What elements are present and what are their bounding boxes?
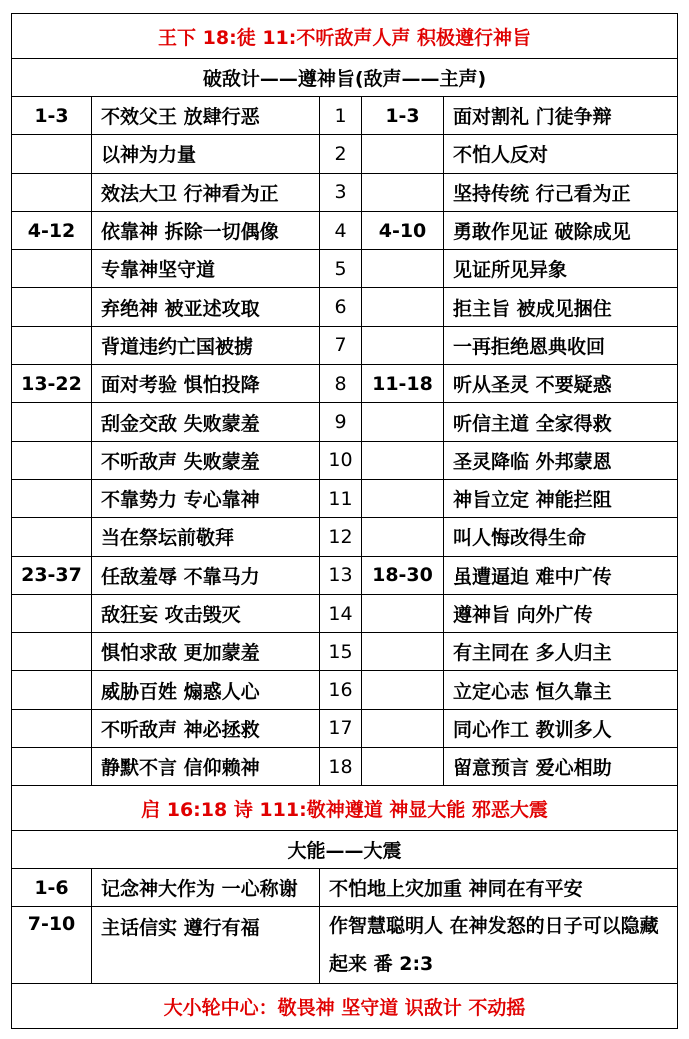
table-row — [12, 326, 678, 364]
left-point-cell: 任敌羞辱 不靠马力 — [92, 556, 320, 594]
left-ref-cell: 13-22 — [12, 365, 92, 403]
point-number-cell: 10 — [320, 441, 362, 479]
left-point-cell: 敌狂妄 攻击毁灭 — [92, 594, 320, 632]
left-point-cell: 威胁百姓 煽惑人心 — [92, 671, 320, 709]
table-row — [12, 479, 678, 517]
point-number-cell: 15 — [320, 633, 362, 671]
right-point-cell: 不怕地上灾加重 神同在有平安 — [320, 869, 678, 907]
table-row — [12, 173, 678, 211]
left-point-cell: 面对考验 惧怕投降 — [92, 365, 320, 403]
right-point-cell: 见证所见异象 — [444, 250, 678, 288]
table-row — [12, 518, 678, 556]
right-ref-cell — [362, 748, 444, 786]
table-row — [12, 135, 678, 173]
right-point-cell: 拒主旨 被成见捆住 — [444, 288, 678, 326]
right-point-cell: 一再拒绝恩典收回 — [444, 326, 678, 364]
point-number-cell: 16 — [320, 671, 362, 709]
right-point-cell: 遵神旨 向外广传 — [444, 594, 678, 632]
point-number-cell: 9 — [320, 403, 362, 441]
right-point-cell: 面对割礼 门徒争辩 — [444, 97, 678, 135]
right-ref-cell — [362, 326, 444, 364]
right-ref-cell: 4-10 — [362, 211, 444, 249]
right-point-cell: 作智慧聪明人 在神发怒的日子可以隐藏起来 番 2:3 — [320, 907, 678, 984]
point-number-cell: 1 — [320, 97, 362, 135]
table-row — [12, 671, 678, 709]
left-ref-cell — [12, 173, 92, 211]
table-row — [12, 869, 678, 907]
right-ref-cell — [362, 479, 444, 517]
footer-row — [12, 984, 678, 1029]
point-number-cell: 13 — [320, 556, 362, 594]
section2-subtitle-row — [12, 831, 678, 869]
table-row — [12, 250, 678, 288]
right-ref-cell: 1-3 — [362, 97, 444, 135]
right-ref-cell — [362, 671, 444, 709]
right-ref-cell — [362, 403, 444, 441]
left-ref-cell — [12, 633, 92, 671]
right-ref-cell — [362, 441, 444, 479]
left-ref-cell — [12, 671, 92, 709]
section2-title: 启 16:18 诗 111:敬神遵道 神显大能 邪恶大震 — [12, 786, 678, 831]
section1-title: 王下 18:徒 11:不听敌声人声 积极遵行神旨 — [12, 14, 678, 59]
point-number-cell: 6 — [320, 288, 362, 326]
left-point-cell: 当在祭坛前敬拜 — [92, 518, 320, 556]
table-row — [12, 211, 678, 249]
left-point-cell: 惧怕求敌 更加蒙羞 — [92, 633, 320, 671]
table-row — [12, 441, 678, 479]
left-point-cell: 效法大卫 行神看为正 — [92, 173, 320, 211]
left-point-cell: 专靠神坚守道 — [92, 250, 320, 288]
point-number-cell: 17 — [320, 709, 362, 747]
left-ref-cell — [12, 250, 92, 288]
point-number-cell: 12 — [320, 518, 362, 556]
outline-table — [11, 13, 678, 1029]
point-number-cell: 18 — [320, 748, 362, 786]
right-ref-cell — [362, 594, 444, 632]
left-point-cell: 主话信实 遵行有福 — [92, 907, 320, 984]
right-point-cell: 立定心志 恒久靠主 — [444, 671, 678, 709]
right-ref-cell — [362, 173, 444, 211]
section2-title-row — [12, 786, 678, 831]
point-number-cell: 5 — [320, 250, 362, 288]
right-point-cell: 圣灵降临 外邦蒙恩 — [444, 441, 678, 479]
right-ref-cell — [362, 633, 444, 671]
right-ref-cell — [362, 135, 444, 173]
footer-text: 大小轮中心：敬畏神 坚守道 识敌计 不动摇 — [12, 984, 678, 1029]
right-point-cell: 同心作工 教训多人 — [444, 709, 678, 747]
left-ref-cell — [12, 326, 92, 364]
left-ref-cell: 1-3 — [12, 97, 92, 135]
point-number-cell: 11 — [320, 479, 362, 517]
table-row — [12, 748, 678, 786]
left-ref-cell: 4-12 — [12, 211, 92, 249]
left-ref-cell — [12, 441, 92, 479]
left-ref-cell: 23-37 — [12, 556, 92, 594]
left-ref-cell — [12, 594, 92, 632]
right-point-cell: 坚持传统 行己看为正 — [444, 173, 678, 211]
left-point-cell: 弃绝神 被亚述攻取 — [92, 288, 320, 326]
point-number-cell: 4 — [320, 211, 362, 249]
right-point-cell: 不怕人反对 — [444, 135, 678, 173]
left-point-cell: 不听敌声 失败蒙羞 — [92, 441, 320, 479]
right-ref-cell: 18-30 — [362, 556, 444, 594]
left-ref-cell — [12, 479, 92, 517]
right-point-cell: 听从圣灵 不要疑惑 — [444, 365, 678, 403]
point-number-cell: 3 — [320, 173, 362, 211]
left-ref-cell — [12, 518, 92, 556]
table-row — [12, 709, 678, 747]
right-ref-cell — [362, 288, 444, 326]
table-row — [12, 365, 678, 403]
ref-cell: 7-10 — [12, 907, 92, 984]
left-ref-cell — [12, 135, 92, 173]
right-ref-cell: 11-18 — [362, 365, 444, 403]
left-point-cell: 不听敌声 神必拯救 — [92, 709, 320, 747]
right-point-cell: 虽遭逼迫 难中广传 — [444, 556, 678, 594]
right-ref-cell — [362, 518, 444, 556]
table-row — [12, 633, 678, 671]
table-row — [12, 594, 678, 632]
left-point-cell: 以神为力量 — [92, 135, 320, 173]
left-ref-cell — [12, 288, 92, 326]
left-ref-cell — [12, 748, 92, 786]
point-number-cell: 2 — [320, 135, 362, 173]
left-ref-cell — [12, 403, 92, 441]
left-point-cell: 不效父王 放肆行恶 — [92, 97, 320, 135]
point-number-cell: 7 — [320, 326, 362, 364]
section2-subtitle: 大能——大震 — [12, 831, 678, 869]
table-row — [12, 288, 678, 326]
ref-cell: 1-6 — [12, 869, 92, 907]
section1-subtitle: 破敌计——遵神旨(敌声——主声) — [12, 59, 678, 97]
right-point-cell: 神旨立定 神能拦阻 — [444, 479, 678, 517]
table-row — [12, 97, 678, 135]
left-point-cell: 背道违约亡国被掳 — [92, 326, 320, 364]
right-point-cell: 听信主道 全家得救 — [444, 403, 678, 441]
right-point-cell: 留意预言 爱心相助 — [444, 748, 678, 786]
left-ref-cell — [12, 709, 92, 747]
right-ref-cell — [362, 709, 444, 747]
right-point-cell: 叫人悔改得生命 — [444, 518, 678, 556]
right-point-cell: 勇敢作见证 破除成见 — [444, 211, 678, 249]
left-point-cell: 依靠神 拆除一切偶像 — [92, 211, 320, 249]
right-point-cell: 有主同在 多人归主 — [444, 633, 678, 671]
table-row — [12, 403, 678, 441]
left-point-cell: 刮金交敌 失败蒙羞 — [92, 403, 320, 441]
left-point-cell: 静默不言 信仰赖神 — [92, 748, 320, 786]
table-row — [12, 907, 678, 984]
right-ref-cell — [362, 250, 444, 288]
left-point-cell: 记念神大作为 一心称谢 — [92, 869, 320, 907]
table-row — [12, 556, 678, 594]
left-point-cell: 不靠势力 专心靠神 — [92, 479, 320, 517]
point-number-cell: 14 — [320, 594, 362, 632]
point-number-cell: 8 — [320, 365, 362, 403]
